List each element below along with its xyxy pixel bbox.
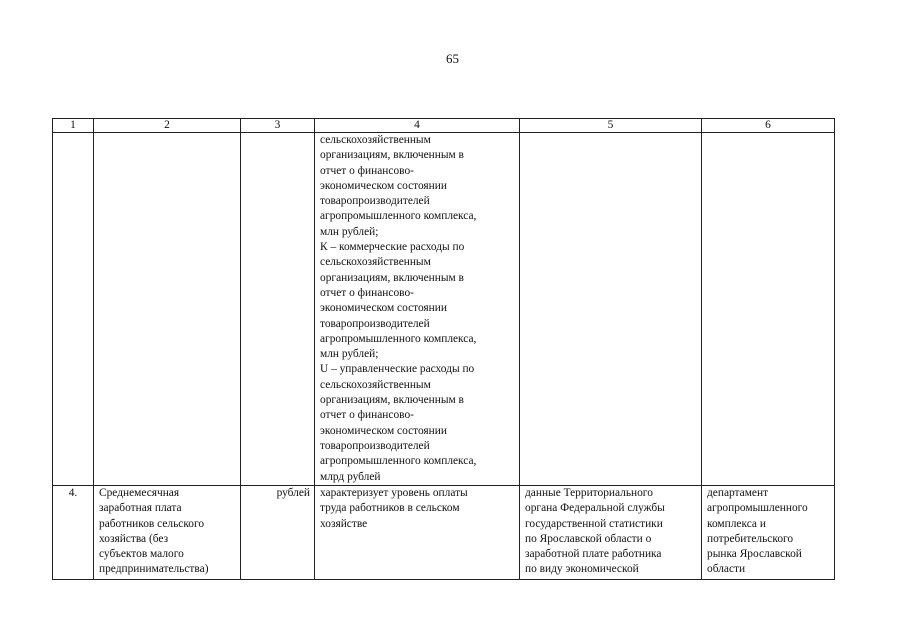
cell-responsible: департамент агропромышленного комплекса и потребительского рынка Ярославской области bbox=[702, 486, 835, 580]
column-header: 6 bbox=[702, 119, 835, 133]
column-header: 1 bbox=[53, 119, 94, 133]
cell-responsible bbox=[702, 133, 835, 486]
cell-indicator-name: Среднемесячная заработная плата работников сельского хозяйства (без субъектов малого предпринимательства) bbox=[94, 486, 241, 580]
column-header: 3 bbox=[241, 119, 315, 133]
table-row bbox=[53, 486, 835, 580]
cell-source bbox=[520, 133, 702, 486]
cell-source: данные Территориального органа Федеральной службы государственной статистики по Ярославской области о заработной плате работника по виду экономической bbox=[520, 486, 702, 580]
table-header-row bbox=[53, 119, 835, 133]
cell-description: характеризует уровень оплаты труда работников в сельском хозяйстве bbox=[315, 486, 520, 580]
cell-description: сельскохозяйственным организациям, включенным в отчет о финансово- экономическом состоянии товаропроизводителей агропромышленного комплекса, млн рублей; К – коммерческие расходы по сельскохозяйственным организациям, включенным в отчет о финансово- экономическом состоянии товаропроизводителей агропромышленного комплекса, млн рублей; U – управленческие расходы по сельскохозяйственным организациям, включенным в отчет о финансово- экономическом состоянии товаропроизводителей агропромышленного комплекса, млрд рублей bbox=[315, 133, 520, 486]
indicators-table bbox=[52, 118, 835, 580]
cell-unit bbox=[241, 133, 315, 486]
cell-index bbox=[53, 133, 94, 486]
column-header: 2 bbox=[94, 119, 241, 133]
cell-index: 4. bbox=[53, 486, 94, 580]
cell-indicator-name bbox=[94, 133, 241, 486]
table-row bbox=[53, 133, 835, 486]
cell-unit: рублей bbox=[241, 486, 315, 580]
page-number: 65 bbox=[446, 51, 459, 66]
column-header: 4 bbox=[315, 119, 520, 133]
column-header: 5 bbox=[520, 119, 702, 133]
